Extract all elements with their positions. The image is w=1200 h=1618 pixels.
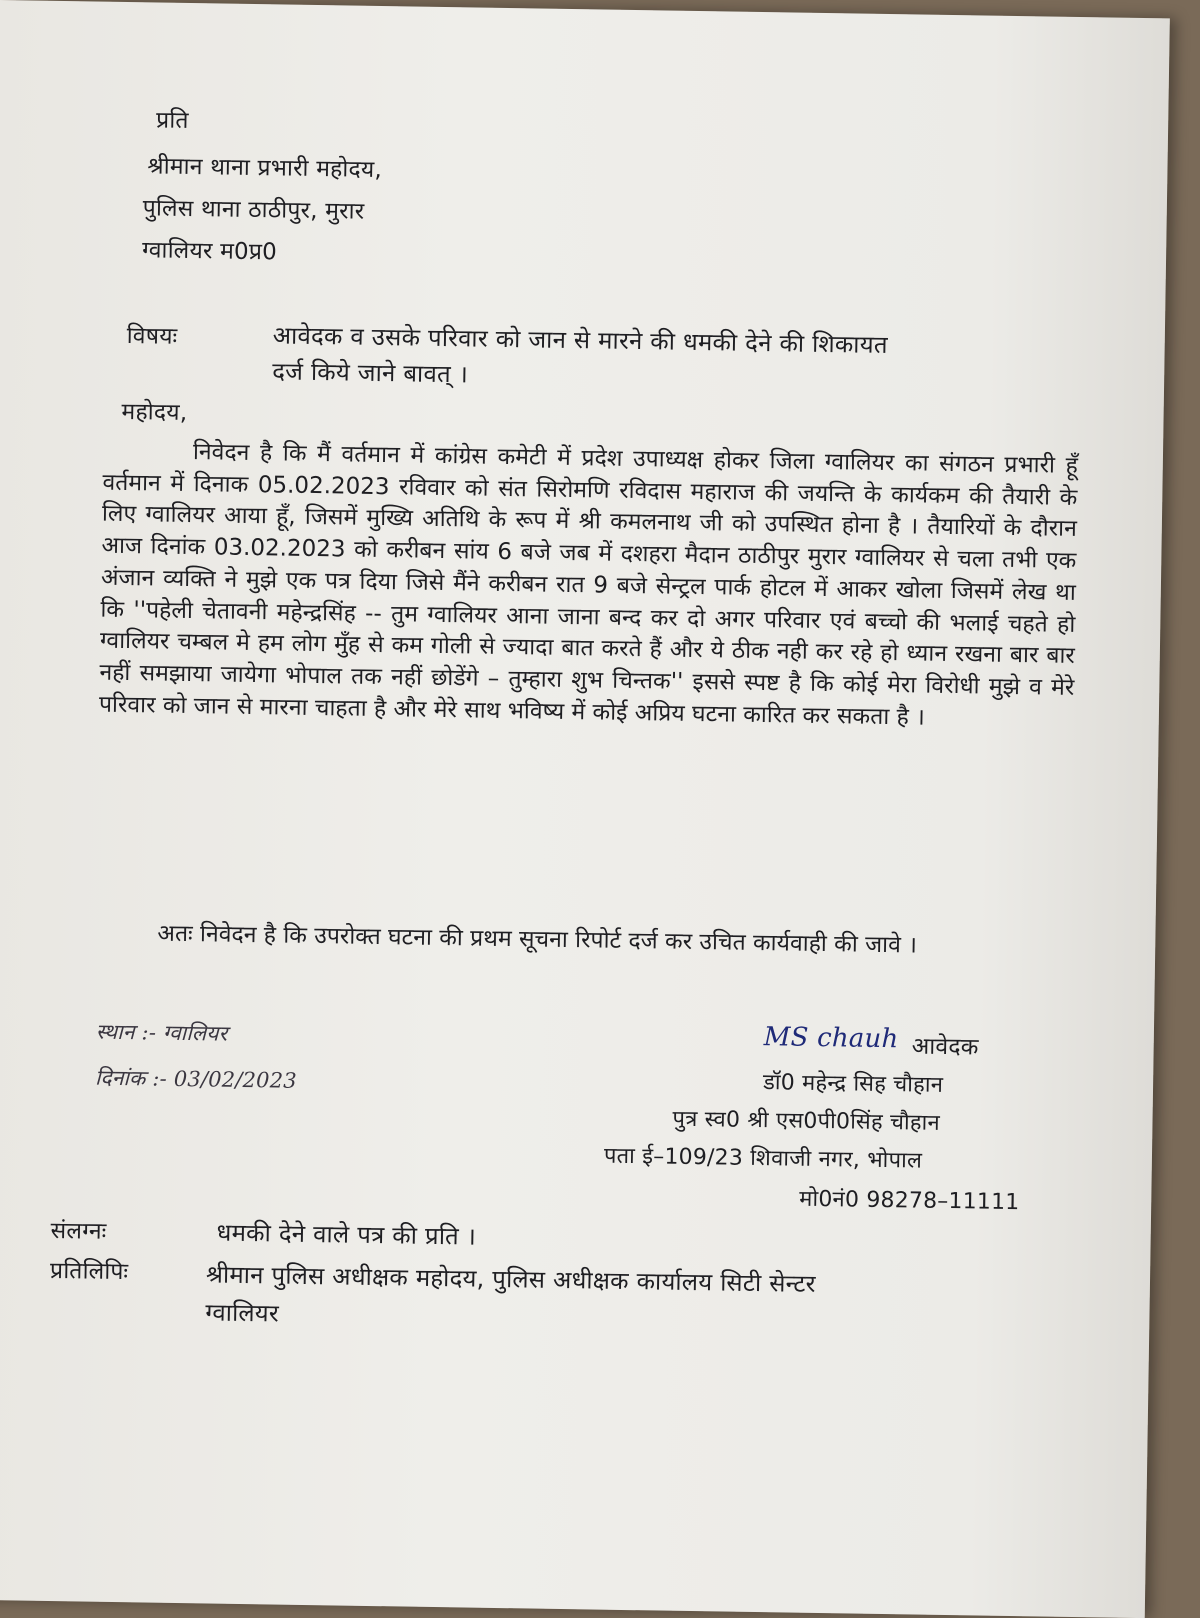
handwritten-date: दिनांक :- 03/02/2023	[94, 1065, 298, 1093]
enclosure-label: संलग्नः	[50, 1217, 107, 1245]
body-paragraph-2: अतः निवेदन है कि उपरोक्त घटना की प्रथम सूचना रिपोर्ट दर्ज कर उचित कार्यवाही की जावे ।	[157, 920, 918, 959]
applicant-name: डॉ0 महेन्द्र सिह चौहान	[762, 1070, 944, 1098]
subject-line-2: दर्ज किये जाने बावत् ।	[271, 357, 469, 389]
applicant-address: पता ई–109/23 शिवाजी नगर, भोपाल	[603, 1143, 923, 1174]
address-line-1: श्रीमान थाना प्रभारी महोदय,	[147, 153, 383, 184]
subject-label: विषयः	[126, 323, 178, 350]
copy-to-line-2: ग्वालियर	[205, 1298, 280, 1328]
applicant-label: आवेदक	[911, 1033, 979, 1061]
enclosure-text: धमकी देने वाले पत्र की प्रति ।	[216, 1218, 477, 1251]
copy-to-line-1: श्रीमान पुलिस अधीक्षक महोदय, पुलिस अधीक्षक कार्यालय सिटी सेन्टर	[205, 1260, 816, 1298]
address-line-3: ग्वालियर म0प्र0	[141, 237, 278, 266]
address-line-2: पुलिस थाना ठाठीपुर, मुरार	[142, 195, 365, 225]
copy-to-label: प्रतिलिपिः	[49, 1257, 129, 1286]
signature-scribble: MS chauh	[763, 1022, 899, 1055]
body-paragraph-1: निवेदन है कि मैं वर्तमान में कांग्रेस कमेटी में प्रदेश उपाध्यक्ष होकर जिला ग्वालियर का संगठन प्रभारी हूँ वर्तमान में दिनाक 05.02.2023 रविवार को संत सिरोमणि रविदास महाराज की जयन्ति के कार्यकम की तैयारी के लिए ग्वालियर आया हूँ, जिसमें मुख्यि अतिथि के रूप में श्री कमलनाथ जी को उपस्थित होना है । तैयारियों के दौरान आज दिनांक 03.02.2023 को करीबन सांय 6 बजे जब में दशहरा मैदान ठाठीपुर मुरार ग्वालियर से चला तभी एक अंजान व्यक्ति ने मुझे एक पत्र दिया जिसे मैंने करीबन रात 9 बजे सेन्ट्रल पार्क होटल में आकर खोला जिसमें लेख था कि ''पहेली चेतावनी महेन्द्रसिंह -- तुम ग्वालियर आना जाना बन्द कर दो अगर परिवार एवं बच्चो की भलाई चहते हो ग्वालियर चम्बल मे हम लोग मुँह से कम गोली से ज्यादा बात करते हैं और ये ठीक नही कर रहे हो ध्यान रखना बार बार नहीं समझाया जायेगा भोपाल तक नहीं छोडेंगे – तुम्हारा शुभ चिन्तक'' इससे स्पष्ट है कि कोई मेरा विरोधी मुझे व मेरे परिवार को जान से मारना चाहता है और मेरे साथ भविष्य में कोई अप्रिय घटना कारित कर सकता है ।	[98, 439, 1079, 731]
address-prati: प्रति	[155, 107, 189, 134]
subject-line-1: आवेदक व उसके परिवार को जान से मारने की धमकी देने की शिकायत	[272, 321, 888, 359]
salutation: महोदय,	[121, 398, 188, 426]
applicant-father: पुत्र स्व0 श्री एस0पी0सिंह चौहान	[672, 1106, 941, 1136]
handwritten-place: स्थान :- ग्वालियर	[95, 1019, 228, 1046]
applicant-mobile: मो0नं0 98278–11111	[799, 1186, 1020, 1216]
